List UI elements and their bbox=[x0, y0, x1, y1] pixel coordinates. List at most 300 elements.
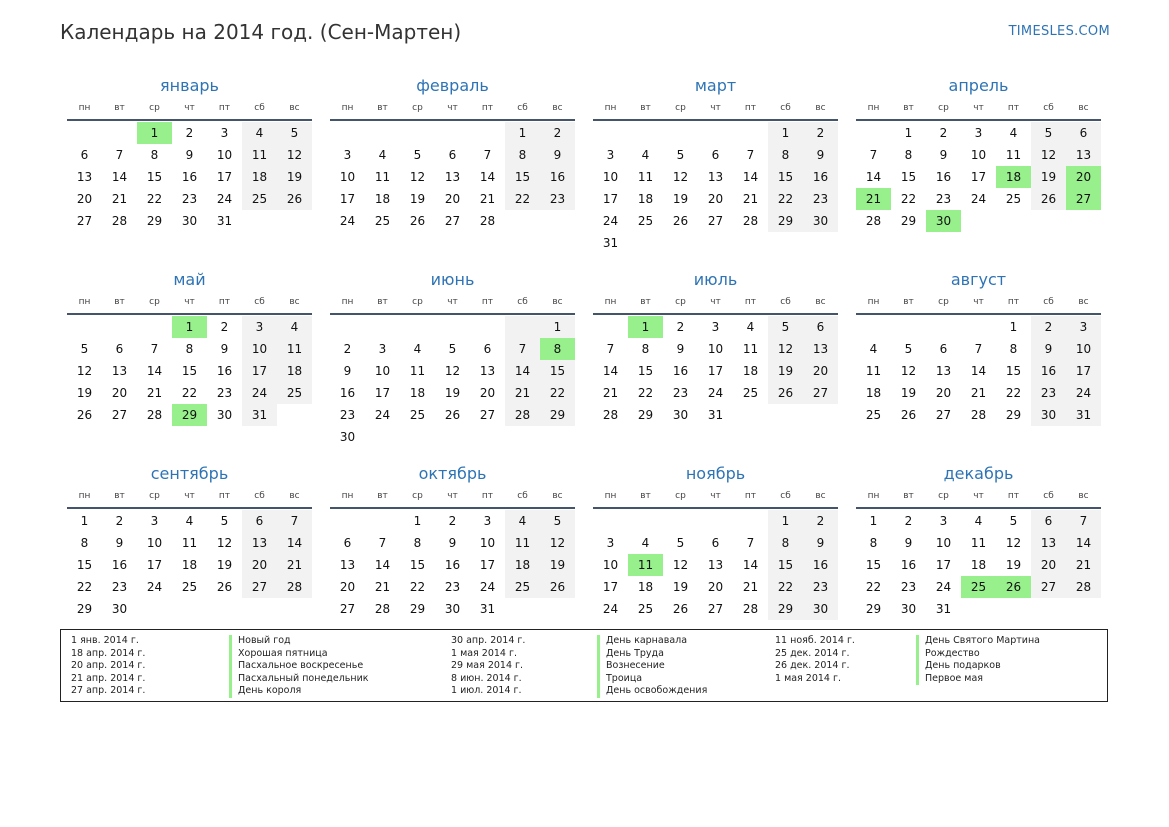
weekday-label: пн bbox=[604, 103, 617, 113]
days-grid bbox=[856, 510, 1101, 620]
weekday-label: сб bbox=[780, 103, 791, 113]
day-cell: 28 bbox=[602, 408, 619, 422]
day-cell: 9 bbox=[220, 342, 229, 356]
day-cell: 6 bbox=[115, 342, 124, 356]
day-cell: 8 bbox=[505, 144, 540, 166]
day-cell: 19 bbox=[1031, 166, 1066, 188]
weekday-label: вс bbox=[552, 297, 563, 307]
empty-cell bbox=[698, 232, 733, 254]
day-cell: 22 bbox=[146, 192, 163, 206]
holiday-name: День Святого Мартина bbox=[916, 635, 1040, 648]
day-cell: 19 bbox=[1005, 558, 1022, 572]
day-cell: 12 bbox=[540, 532, 575, 554]
day-cell: 17 bbox=[970, 170, 987, 184]
weekday-label: чт bbox=[184, 491, 195, 501]
day-cell: 11 bbox=[865, 364, 882, 378]
weekday-label: пн bbox=[604, 297, 617, 307]
empty-cell bbox=[470, 316, 505, 338]
empty-cell bbox=[733, 404, 768, 426]
day-cell: 26 bbox=[277, 188, 312, 210]
day-cell: 9 bbox=[939, 148, 948, 162]
day-cell: 24 bbox=[479, 580, 496, 594]
day-cell: 5 bbox=[448, 342, 457, 356]
day-cell: 7 bbox=[483, 148, 492, 162]
day-cell: 6 bbox=[483, 342, 492, 356]
day-cell: 1 bbox=[768, 510, 803, 532]
day-cell: 8 bbox=[1009, 342, 1018, 356]
day-cell: 14 bbox=[602, 364, 619, 378]
holiday-name: Троица bbox=[597, 673, 707, 686]
day-cell: 22 bbox=[865, 580, 882, 594]
weekday-label: пн bbox=[78, 103, 91, 113]
day-cell: 19 bbox=[444, 386, 461, 400]
weekday-label: вс bbox=[289, 491, 300, 501]
day-cell: 5 bbox=[904, 342, 913, 356]
day-cell: 8 bbox=[768, 144, 803, 166]
day-cell: 10 bbox=[1066, 338, 1101, 360]
day-cell: 6 bbox=[448, 148, 457, 162]
empty-cell bbox=[365, 122, 400, 144]
day-cell: 22 bbox=[540, 382, 575, 404]
empty-cell bbox=[102, 316, 137, 338]
holiday-date: 8 июн. 2014 г. bbox=[451, 672, 522, 684]
day-cell: 17 bbox=[242, 360, 277, 382]
empty-cell bbox=[365, 426, 400, 448]
day-cell: 17 bbox=[602, 192, 619, 206]
day-cell: 4 bbox=[378, 148, 387, 162]
day-cell: 20 bbox=[339, 580, 356, 594]
day-cell: 4 bbox=[641, 536, 650, 550]
day-cell: 19 bbox=[900, 386, 917, 400]
legend-dates-column bbox=[775, 635, 855, 685]
day-cell: 3 bbox=[974, 126, 983, 140]
empty-cell bbox=[505, 426, 540, 448]
day-cell: 3 bbox=[939, 514, 948, 528]
day-cell: 4 bbox=[974, 514, 983, 528]
day-cell: 16 bbox=[111, 558, 128, 572]
weekday-header bbox=[67, 486, 312, 509]
day-cell: 4 bbox=[242, 122, 277, 144]
day-cell: 3 bbox=[606, 148, 615, 162]
day-cell: 8 bbox=[869, 536, 878, 550]
empty-cell bbox=[540, 598, 575, 620]
weekday-label: пт bbox=[218, 491, 231, 501]
day-cell: 30 bbox=[339, 430, 356, 444]
day-cell: 23 bbox=[803, 576, 838, 598]
day-cell: 16 bbox=[339, 386, 356, 400]
day-cell: 15 bbox=[900, 170, 917, 184]
day-cell: 14 bbox=[970, 364, 987, 378]
day-cell: 8 bbox=[413, 536, 422, 550]
day-cell: 19 bbox=[540, 554, 575, 576]
empty-cell bbox=[277, 210, 312, 232]
day-cell: 14 bbox=[1066, 532, 1101, 554]
day-cell: 12 bbox=[444, 364, 461, 378]
day-cell: 18 bbox=[637, 580, 654, 594]
holiday-legend bbox=[60, 629, 1108, 702]
day-cell: 20 bbox=[1066, 166, 1101, 188]
day-cell: 14 bbox=[479, 170, 496, 184]
day-cell: 5 bbox=[277, 122, 312, 144]
day-cell: 31 bbox=[1066, 404, 1101, 426]
day-cell: 29 bbox=[768, 210, 803, 232]
weekday-label: чт bbox=[184, 103, 195, 113]
day-cell: 22 bbox=[181, 386, 198, 400]
empty-cell bbox=[365, 510, 400, 532]
holiday-date: 21 апр. 2014 г. bbox=[71, 672, 146, 684]
month-name: август bbox=[950, 270, 1007, 289]
empty-cell bbox=[926, 316, 961, 338]
empty-cell bbox=[400, 316, 435, 338]
day-cell: 25 bbox=[742, 386, 759, 400]
empty-cell bbox=[330, 510, 365, 532]
day-cell: 23 bbox=[216, 386, 233, 400]
day-cell: 7 bbox=[606, 342, 615, 356]
day-cell: 25 bbox=[637, 602, 654, 616]
weekday-header bbox=[67, 98, 312, 121]
day-cell: 24 bbox=[970, 192, 987, 206]
day-cell: 5 bbox=[1031, 122, 1066, 144]
weekday-label: пт bbox=[1007, 491, 1020, 501]
month-name: июнь bbox=[430, 270, 475, 289]
legend-dates-column bbox=[451, 635, 525, 698]
weekday-label: вт bbox=[903, 103, 914, 113]
day-cell: 22 bbox=[768, 188, 803, 210]
day-cell: 17 bbox=[339, 192, 356, 206]
day-cell: 2 bbox=[185, 126, 194, 140]
month-4 bbox=[856, 74, 1101, 268]
day-cell: 5 bbox=[413, 148, 422, 162]
weekday-label: пн bbox=[341, 491, 354, 501]
day-cell: 17 bbox=[216, 170, 233, 184]
day-cell: 9 bbox=[676, 342, 685, 356]
day-cell: 16 bbox=[935, 170, 952, 184]
empty-cell bbox=[961, 210, 996, 232]
day-cell: 10 bbox=[602, 170, 619, 184]
day-cell: 27 bbox=[707, 214, 724, 228]
day-cell: 24 bbox=[339, 214, 356, 228]
month-name: сентябрь bbox=[150, 464, 229, 483]
day-cell: 30 bbox=[803, 598, 838, 620]
day-cell: 21 bbox=[602, 386, 619, 400]
day-cell: 7 bbox=[115, 148, 124, 162]
day-cell: 29 bbox=[172, 404, 207, 426]
day-cell: 23 bbox=[339, 408, 356, 422]
day-cell: 30 bbox=[803, 210, 838, 232]
empty-cell bbox=[768, 404, 803, 426]
day-cell: 2 bbox=[1031, 316, 1066, 338]
day-cell: 10 bbox=[970, 148, 987, 162]
empty-cell bbox=[663, 232, 698, 254]
day-cell: 16 bbox=[181, 170, 198, 184]
day-cell: 13 bbox=[76, 170, 93, 184]
day-cell: 5 bbox=[540, 510, 575, 532]
weekday-label: вт bbox=[640, 491, 651, 501]
weekday-label: пн bbox=[78, 491, 91, 501]
weekday-header bbox=[330, 486, 575, 509]
empty-cell bbox=[67, 316, 102, 338]
weekday-label: сб bbox=[254, 491, 265, 501]
day-cell: 5 bbox=[676, 536, 685, 550]
month-name: февраль bbox=[416, 76, 489, 95]
empty-cell bbox=[663, 510, 698, 532]
weekday-label: вт bbox=[114, 491, 125, 501]
day-cell: 2 bbox=[939, 126, 948, 140]
empty-cell bbox=[400, 122, 435, 144]
day-cell: 19 bbox=[409, 192, 426, 206]
empty-cell bbox=[1066, 598, 1101, 620]
day-cell: 26 bbox=[1031, 188, 1066, 210]
day-cell: 9 bbox=[448, 536, 457, 550]
empty-cell bbox=[803, 232, 838, 254]
day-cell: 27 bbox=[242, 576, 277, 598]
day-cell: 2 bbox=[115, 514, 124, 528]
holiday-date: 1 июл. 2014 г. bbox=[451, 685, 522, 696]
day-cell: 29 bbox=[409, 602, 426, 616]
day-cell: 21 bbox=[970, 386, 987, 400]
day-cell: 22 bbox=[900, 192, 917, 206]
weekday-label: вт bbox=[377, 103, 388, 113]
empty-cell bbox=[505, 210, 540, 232]
day-cell: 17 bbox=[1066, 360, 1101, 382]
day-cell: 25 bbox=[181, 580, 198, 594]
day-cell: 11 bbox=[277, 338, 312, 360]
day-cell: 23 bbox=[900, 580, 917, 594]
day-cell: 12 bbox=[76, 364, 93, 378]
empty-cell bbox=[277, 404, 312, 426]
weekday-label: чт bbox=[184, 297, 195, 307]
day-cell: 12 bbox=[409, 170, 426, 184]
weekday-label: ср bbox=[675, 103, 686, 113]
weekday-label: вт bbox=[377, 491, 388, 501]
day-cell: 8 bbox=[904, 148, 913, 162]
page-title: Календарь на 2014 год. (Сен-Мартен) bbox=[60, 20, 462, 44]
day-cell: 26 bbox=[409, 214, 426, 228]
weekday-label: вс bbox=[815, 297, 826, 307]
holiday-date: 25 дек. 2014 г. bbox=[775, 647, 850, 659]
day-cell: 15 bbox=[637, 364, 654, 378]
weekday-label: сб bbox=[254, 297, 265, 307]
day-cell: 8 bbox=[768, 532, 803, 554]
holiday-name: День освобождения bbox=[597, 685, 707, 698]
weekday-label: вс bbox=[552, 103, 563, 113]
empty-cell bbox=[663, 122, 698, 144]
holiday-date: 1 янв. 2014 г. bbox=[71, 635, 139, 646]
weekday-label: ср bbox=[149, 103, 160, 113]
weekday-label: пт bbox=[1007, 297, 1020, 307]
day-cell: 22 bbox=[76, 580, 93, 594]
day-cell: 8 bbox=[641, 342, 650, 356]
day-cell: 12 bbox=[1005, 536, 1022, 550]
weekday-label: сб bbox=[1043, 491, 1054, 501]
weekday-header bbox=[593, 98, 838, 121]
day-cell: 15 bbox=[768, 554, 803, 576]
day-cell: 11 bbox=[970, 536, 987, 550]
site-link[interactable]: TIMESLES.COM bbox=[1008, 24, 1110, 39]
day-cell: 17 bbox=[374, 386, 391, 400]
day-cell: 18 bbox=[374, 192, 391, 206]
weekday-label: чт bbox=[973, 491, 984, 501]
day-cell: 10 bbox=[146, 536, 163, 550]
weekday-label: чт bbox=[447, 491, 458, 501]
empty-cell bbox=[1031, 598, 1066, 620]
day-cell: 4 bbox=[869, 342, 878, 356]
day-cell: 8 bbox=[80, 536, 89, 550]
weekday-label: вт bbox=[903, 491, 914, 501]
day-cell: 28 bbox=[1066, 576, 1101, 598]
weekday-label: пт bbox=[218, 103, 231, 113]
day-cell: 25 bbox=[637, 214, 654, 228]
empty-cell bbox=[505, 598, 540, 620]
weekday-label: сб bbox=[1043, 297, 1054, 307]
holiday-name: Пасхальный понедельник bbox=[229, 673, 369, 686]
day-cell: 2 bbox=[448, 514, 457, 528]
empty-cell bbox=[470, 426, 505, 448]
empty-cell bbox=[891, 316, 926, 338]
holiday-name: День карнавала bbox=[597, 635, 707, 648]
day-cell: 21 bbox=[479, 192, 496, 206]
day-cell: 19 bbox=[216, 558, 233, 572]
empty-cell bbox=[137, 598, 172, 620]
empty-cell bbox=[961, 316, 996, 338]
weekday-label: чт bbox=[973, 103, 984, 113]
empty-cell bbox=[733, 510, 768, 532]
day-cell: 20 bbox=[935, 386, 952, 400]
day-cell: 5 bbox=[676, 148, 685, 162]
weekday-label: вс bbox=[1078, 491, 1089, 501]
holiday-date: 30 апр. 2014 г. bbox=[451, 635, 526, 646]
weekday-label: пт bbox=[481, 103, 494, 113]
day-cell: 6 bbox=[803, 316, 838, 338]
day-cell: 27 bbox=[339, 602, 356, 616]
day-cell: 15 bbox=[1005, 364, 1022, 378]
day-cell: 28 bbox=[374, 602, 391, 616]
months-grid bbox=[67, 74, 1102, 656]
holiday-name: День короля bbox=[229, 685, 369, 698]
day-cell: 1 bbox=[540, 316, 575, 338]
day-cell: 30 bbox=[111, 602, 128, 616]
day-cell: 14 bbox=[742, 170, 759, 184]
weekday-header bbox=[856, 98, 1101, 121]
day-cell: 12 bbox=[672, 558, 689, 572]
day-cell: 11 bbox=[181, 536, 198, 550]
day-cell: 29 bbox=[540, 404, 575, 426]
empty-cell bbox=[365, 316, 400, 338]
day-cell: 24 bbox=[602, 602, 619, 616]
day-cell: 21 bbox=[111, 192, 128, 206]
day-cell: 7 bbox=[378, 536, 387, 550]
weekday-label: ср bbox=[149, 297, 160, 307]
day-cell: 2 bbox=[803, 510, 838, 532]
month-name: июль bbox=[693, 270, 738, 289]
month-5 bbox=[67, 268, 312, 462]
day-cell: 24 bbox=[707, 386, 724, 400]
holiday-name: День подарков bbox=[916, 660, 1040, 673]
month-name: октябрь bbox=[418, 464, 487, 483]
day-cell: 14 bbox=[505, 360, 540, 382]
day-cell: 6 bbox=[242, 510, 277, 532]
day-cell: 10 bbox=[374, 364, 391, 378]
holiday-name: Первое мая bbox=[916, 673, 1040, 686]
weekday-label: вт bbox=[377, 297, 388, 307]
day-cell: 14 bbox=[146, 364, 163, 378]
empty-cell bbox=[996, 598, 1031, 620]
day-cell: 9 bbox=[803, 532, 838, 554]
day-cell: 17 bbox=[602, 580, 619, 594]
days-grid bbox=[856, 316, 1101, 426]
day-cell: 6 bbox=[1031, 510, 1066, 532]
legend-dates-column bbox=[71, 635, 145, 698]
empty-cell bbox=[435, 316, 470, 338]
day-cell: 9 bbox=[185, 148, 194, 162]
day-cell: 15 bbox=[865, 558, 882, 572]
day-cell: 25 bbox=[505, 576, 540, 598]
day-cell: 26 bbox=[444, 408, 461, 422]
weekday-label: вт bbox=[903, 297, 914, 307]
day-cell: 28 bbox=[742, 602, 759, 616]
empty-cell bbox=[698, 122, 733, 144]
weekday-label: ср bbox=[149, 491, 160, 501]
weekday-header bbox=[67, 292, 312, 315]
day-cell: 22 bbox=[409, 580, 426, 594]
day-cell: 1 bbox=[80, 514, 89, 528]
day-cell: 13 bbox=[242, 532, 277, 554]
day-cell: 6 bbox=[1066, 122, 1101, 144]
day-cell: 23 bbox=[540, 188, 575, 210]
weekday-label: пн bbox=[604, 491, 617, 501]
day-cell: 9 bbox=[803, 144, 838, 166]
holiday-name: Рождество bbox=[916, 648, 1040, 661]
empty-cell bbox=[505, 316, 540, 338]
day-cell: 16 bbox=[672, 364, 689, 378]
day-cell: 3 bbox=[378, 342, 387, 356]
days-grid bbox=[67, 510, 312, 620]
day-cell: 18 bbox=[865, 386, 882, 400]
legend-names-column bbox=[916, 635, 1040, 685]
day-cell: 15 bbox=[540, 360, 575, 382]
day-cell: 21 bbox=[146, 386, 163, 400]
day-cell: 18 bbox=[970, 558, 987, 572]
day-cell: 20 bbox=[76, 192, 93, 206]
day-cell: 21 bbox=[1066, 554, 1101, 576]
day-cell: 16 bbox=[540, 166, 575, 188]
month-3 bbox=[593, 74, 838, 268]
empty-cell bbox=[207, 598, 242, 620]
holiday-name: Хорошая пятница bbox=[229, 648, 369, 661]
day-cell: 15 bbox=[76, 558, 93, 572]
day-cell: 16 bbox=[803, 554, 838, 576]
day-cell: 18 bbox=[996, 166, 1031, 188]
empty-cell bbox=[593, 122, 628, 144]
day-cell: 11 bbox=[637, 170, 654, 184]
empty-cell bbox=[1031, 210, 1066, 232]
day-cell: 22 bbox=[637, 386, 654, 400]
weekday-label: пт bbox=[481, 491, 494, 501]
empty-cell bbox=[102, 122, 137, 144]
day-cell: 9 bbox=[1031, 338, 1066, 360]
day-cell: 5 bbox=[220, 514, 229, 528]
day-cell: 1 bbox=[869, 514, 878, 528]
day-cell: 13 bbox=[1066, 144, 1101, 166]
day-cell: 9 bbox=[343, 364, 352, 378]
day-cell: 27 bbox=[803, 382, 838, 404]
day-cell: 24 bbox=[374, 408, 391, 422]
weekday-header bbox=[593, 486, 838, 509]
month-8 bbox=[856, 268, 1101, 462]
holiday-date: 29 мая 2014 г. bbox=[451, 660, 524, 671]
day-cell: 2 bbox=[220, 320, 229, 334]
empty-cell bbox=[137, 316, 172, 338]
